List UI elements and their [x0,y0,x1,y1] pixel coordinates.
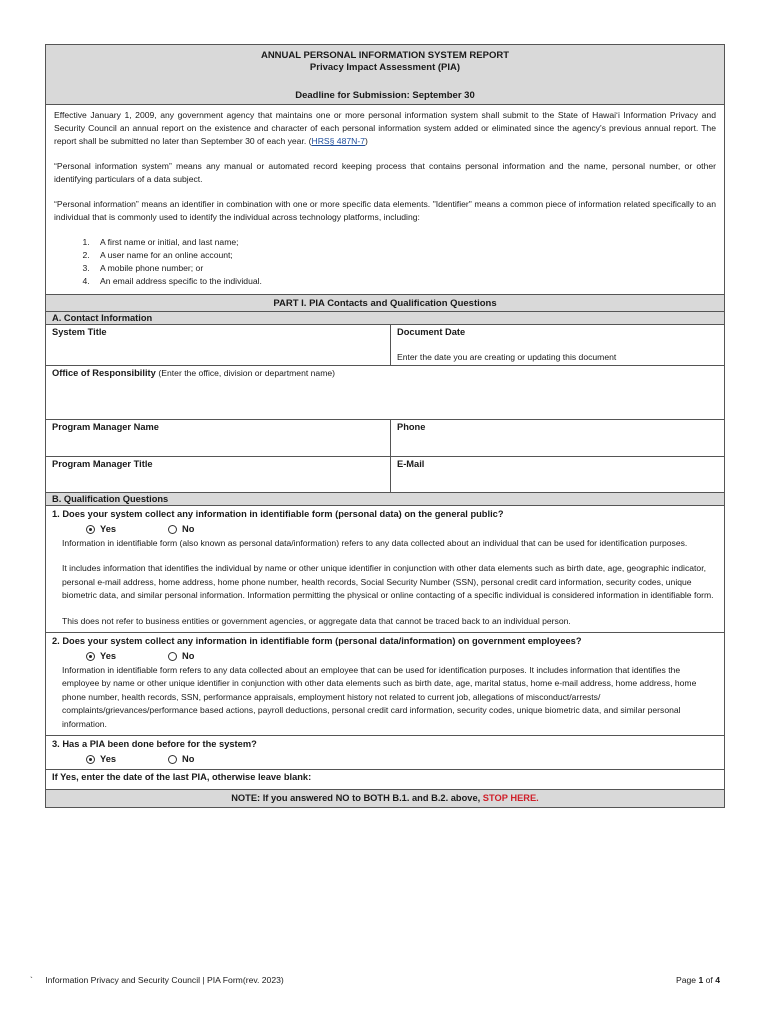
hrs-link[interactable]: HRS§ 487N-7 [311,136,365,146]
question-1 [46,506,724,633]
section-b-heading: B. Qualification Questions [46,493,724,506]
radio-selected-icon [86,525,95,534]
question-2 [46,633,724,736]
system-title-label: System Title [52,327,107,337]
q1-no-radio[interactable]: No [168,523,194,535]
pm-name-label: Program Manager Name [52,422,159,432]
office-label: Office of Responsibility [52,368,156,378]
part1-heading: PART I. PIA Contacts and Qualification Questions [46,295,724,312]
page-number: Page 1 of 4 [676,975,720,985]
stop-note: NOTE: If you answered NO to BOTH B.1. and B.2. above, STOP HERE. [46,790,724,807]
question-1-options [86,523,718,535]
question-1-title: 1. Does your system collect any information in identifiable form (personal data) on the general public? [52,509,504,519]
email-field[interactable] [391,457,724,492]
q1-yes-radio[interactable]: Yes [86,523,116,535]
intro-paragraph-3: “Personal information” means an identifier in combination with one or more specific data elements. "Identifier" means a common piece of information related specifically to an individual that is commonly used to identify the individual across technology platforms, including: [54,199,716,222]
question-3 [46,736,724,770]
question-2-help: Information in identifiable form refers to any data collected about an employee that can be used for identification purposes. It includes information that identifies the employee by name or other unique identifier in conjunction with other data elements such as birth date, age, marital status, home e-mail address, home address, home phone number, health records, SSN, performance appraisals, employment history not related to current job, allegations of misconduct/arrests/ complaints/grievances/performance based actions, payroll deductions, personal credit card information, security codes, unique biometric data, and similar personal information. [62,665,697,729]
pia-form [45,44,725,808]
document-date-hint: Enter the date you are creating or updating this document [397,352,617,362]
intro-section [46,105,724,295]
document-date-field[interactable] [391,325,724,365]
pm-title-row [46,457,724,493]
office-hint: (Enter the office, division or department name) [158,368,336,378]
last-pia-label: If Yes, enter the date of the last PIA, otherwise leave blank: [52,772,312,783]
q2-yes-radio[interactable]: Yes [86,650,116,662]
footer-mark: ` [30,975,33,985]
question-2-title: 2. Does your system collect any information in identifiable form (personal data/information) on government employees? [52,636,582,647]
phone-field[interactable] [391,420,724,456]
submission-deadline: Deadline for Submission: September 30 [295,90,475,101]
radio-empty-icon [168,652,177,661]
pm-title-label: Program Manager Title [52,459,153,469]
list-item: 1. A first name or initial, and last name; [92,236,716,249]
document-date-label: Document Date [397,327,466,337]
radio-empty-icon [168,755,177,764]
identifier-list [54,236,716,288]
phone-label: Phone [397,422,426,432]
report-subtitle: Privacy Impact Assessment (PIA) [309,62,461,73]
q3-no-radio[interactable]: No [168,753,194,765]
system-title-row [46,325,724,366]
question-2-options [86,650,718,662]
q2-no-radio[interactable]: No [168,650,194,662]
section-a-heading: A. Contact Information [46,312,724,325]
q3-yes-radio[interactable]: Yes [86,753,116,765]
last-pia-field[interactable] [46,770,724,790]
office-field[interactable] [46,366,724,420]
question-3-title: 3. Has a PIA been done before for the system? [52,739,257,750]
report-header [46,45,724,105]
pm-name-row [46,420,724,457]
footer-council-text: Information Privacy and Security Council | PIA Form(rev. 2023) [45,975,284,985]
intro-paragraph-2: “Personal information system” means any manual or automated record keeping process that contains personal information and the name, personal number, or other identifying particulars of a data subject. [54,161,716,184]
radio-selected-icon [86,652,95,661]
system-title-field[interactable] [46,325,391,365]
radio-empty-icon [168,525,177,534]
list-item: 4. An email address specific to the individual. [92,275,716,288]
pm-name-field[interactable] [46,420,391,456]
list-item: 2. A user name for an online account; [92,249,716,262]
stop-here-text: STOP HERE. [482,793,539,804]
email-label: E-Mail [397,459,425,469]
intro-paragraph-1: Effective January 1, 2009, any government agency that maintains one or more personal information system shall submit to the State of Hawaiʻi Information Privacy and Security Council an annual report on the existence and character of each personal information system added or eliminated since the agency's previous annual report. The report shall be submitted no later than September 30 of each year. (HRS§ 487N-7) [54,110,716,146]
footer-left [30,975,284,985]
list-item: 3. A mobile phone number; or [92,262,716,275]
question-1-help: Information in identifiable form (also known as personal data/information) refers to any data collected about an individual that can be used for identification purposes. It includes information that identifies the individual by name or other unique identifier in conjunction with other data elements such as birth date, age, geographic indicator, personal e-mail address, home address, home phone number, health records, Social Security Number (SSN), personal credit card information, security codes, unique biometric data, and similar personal information. Information permitting the physical or online contacting of a specific individual is considered information in identifiable form. This does not refer to business entities or government agencies, or aggregate data that cannot be traced back to an individual person. [62,538,714,626]
report-title: ANNUAL PERSONAL INFORMATION SYSTEM REPORT [260,50,510,61]
radio-selected-icon [86,755,95,764]
question-3-options [86,753,718,765]
pm-title-field[interactable] [46,457,391,492]
